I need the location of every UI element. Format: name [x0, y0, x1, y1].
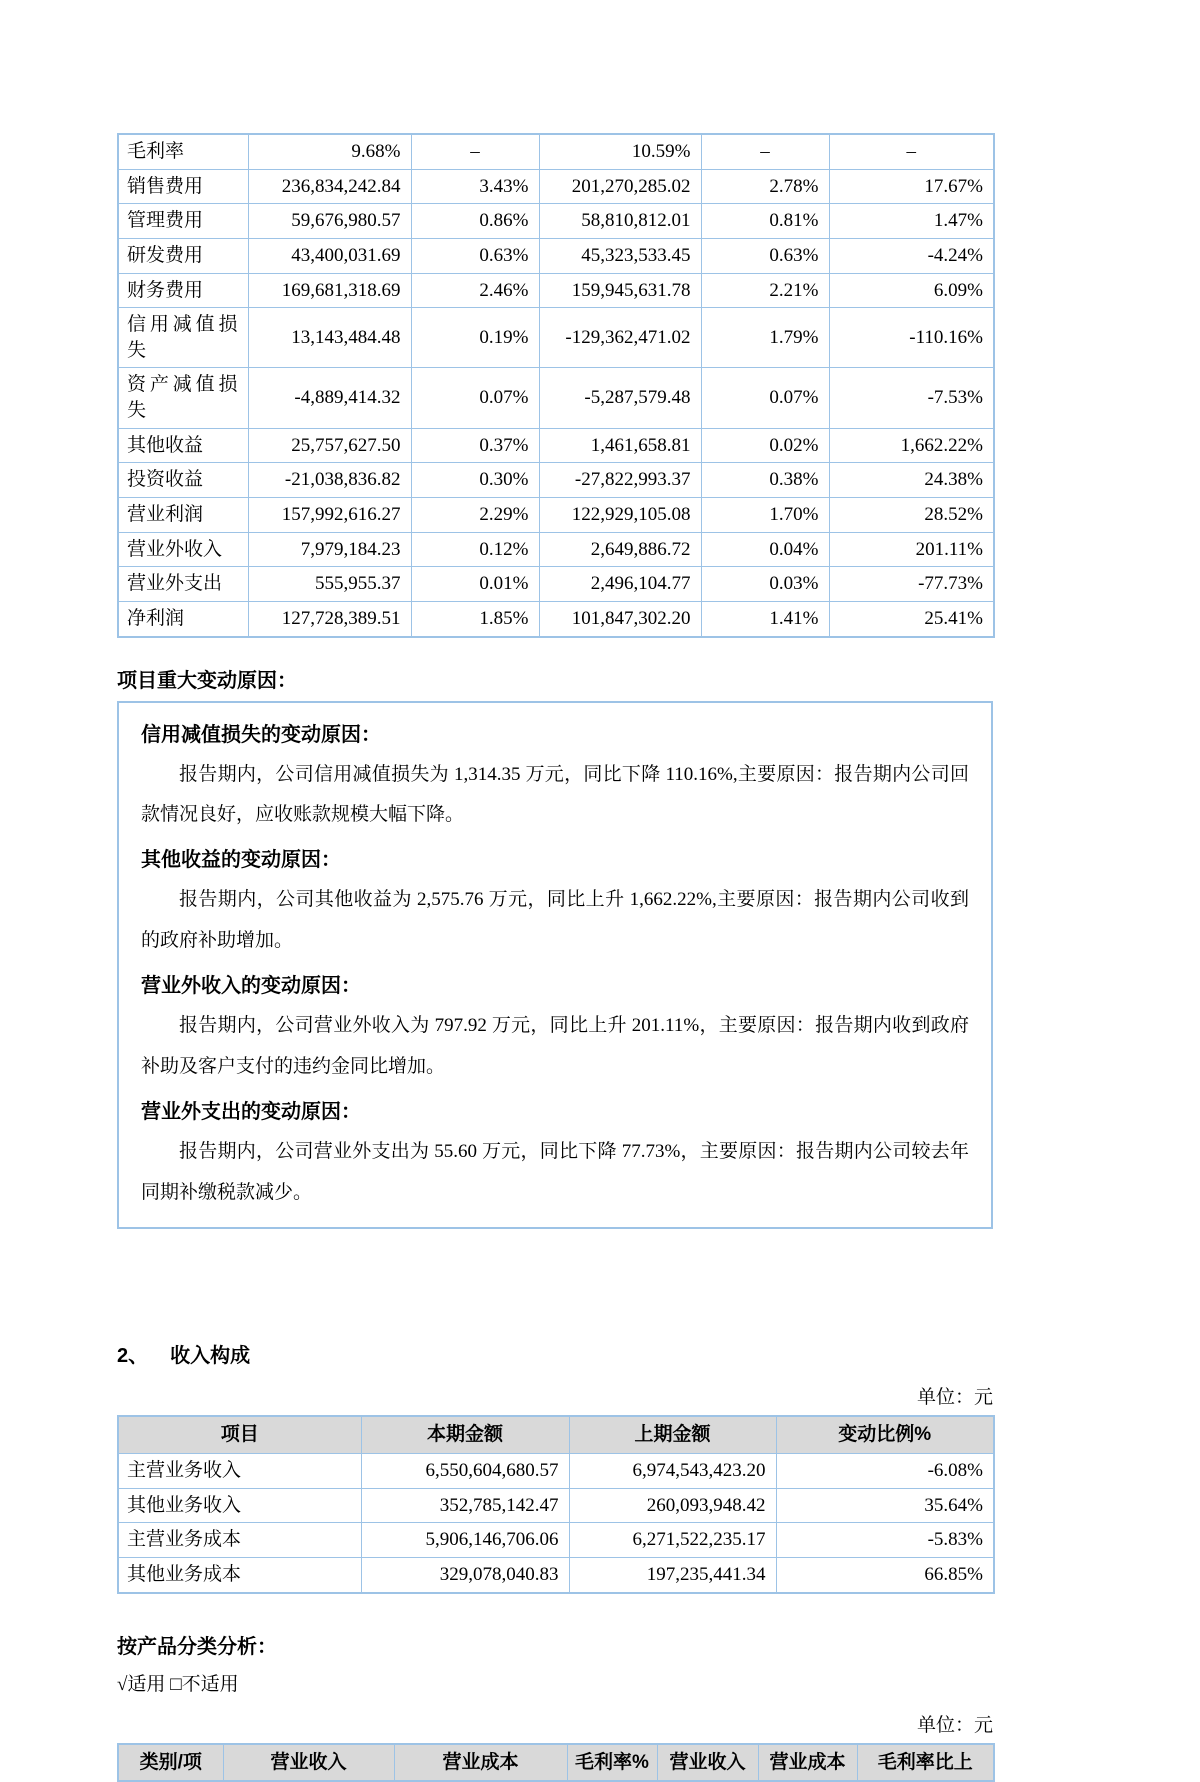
table-cell: -21,038,836.82 [248, 463, 411, 498]
page-content [117, 0, 993, 1782]
reason-paragraph: 报告期内，公司营业外收入为 797.92 万元，同比上升 201.11%，主要原因：报告期内收到政府补助及客户支付的违约金同比增加。 [141, 1014, 969, 1077]
table-cell: 127,728,389.51 [248, 601, 411, 636]
column-header: 营业收入 [657, 1744, 758, 1782]
table-row [118, 1454, 994, 1489]
table-header-row [118, 1744, 994, 1782]
table-cell: 销售费用 [118, 169, 248, 204]
table-cell: -77.73% [829, 567, 994, 602]
table-cell: 0.07% [701, 368, 829, 428]
table-row [118, 169, 994, 204]
table-cell: 2.29% [411, 498, 539, 533]
table-cell: 投资收益 [118, 463, 248, 498]
column-header: 类别/项 [118, 1744, 223, 1782]
table-cell: 197,235,441.34 [569, 1557, 776, 1592]
table-cell: -5.83% [776, 1523, 994, 1558]
revenue-table [117, 1415, 995, 1593]
table-cell: 1.85% [411, 601, 539, 636]
table-row [118, 463, 994, 498]
table-cell: 6,550,604,680.57 [361, 1454, 569, 1489]
table-cell: 0.63% [411, 238, 539, 273]
table-cell: 17.67% [829, 169, 994, 204]
table-cell: 13,143,484.48 [248, 308, 411, 368]
column-header: 项目 [118, 1416, 361, 1453]
table-cell: – [411, 134, 539, 169]
table-cell: 其他业务收入 [118, 1488, 361, 1523]
table-cell: 1.41% [701, 601, 829, 636]
table-cell: 6,271,522,235.17 [569, 1523, 776, 1558]
table-cell: 1,662.22% [829, 428, 994, 463]
table-cell: 净利润 [118, 601, 248, 636]
section-title-text: 收入构成 [170, 1345, 251, 1368]
column-header: 毛利率% [567, 1744, 657, 1782]
table-cell: 260,093,948.42 [569, 1488, 776, 1523]
financial-summary-table [117, 133, 995, 638]
table-row [118, 601, 994, 636]
unit-label: 单位：元 [916, 1387, 993, 1409]
table-cell: 0.04% [701, 532, 829, 567]
table-cell: 6.09% [829, 273, 994, 308]
table-cell: 资产减值损失 [118, 368, 248, 428]
table-cell: -110.16% [829, 308, 994, 368]
table-cell: 101,847,302.20 [539, 601, 701, 636]
table-cell: 7,979,184.23 [248, 532, 411, 567]
reason-paragraph: 报告期内，公司信用减值损失为 1,314.35 万元，同比下降 110.16%,主要原因：报告期内公司回款情况良好，应收账款规模大幅下降。 [141, 763, 969, 826]
table-cell: 24.38% [829, 463, 994, 498]
table-cell: -7.53% [829, 368, 994, 428]
table-cell: 2.46% [411, 273, 539, 308]
table-cell: 6,974,543,423.20 [569, 1454, 776, 1489]
table-cell: 1,461,658.81 [539, 428, 701, 463]
table-cell: 财务费用 [118, 273, 248, 308]
table-cell: -129,362,471.02 [539, 308, 701, 368]
table-cell: 35.64% [776, 1488, 994, 1523]
column-header: 营业收入 [223, 1744, 394, 1782]
table-row [118, 498, 994, 533]
table-cell: 236,834,242.84 [248, 169, 411, 204]
table-cell: 352,785,142.47 [361, 1488, 569, 1523]
table-cell: 其他业务成本 [118, 1557, 361, 1592]
table-cell: 2,496,104.77 [539, 567, 701, 602]
reasons-box [117, 701, 993, 1230]
table-row [118, 532, 994, 567]
table-cell: 0.30% [411, 463, 539, 498]
table-cell: 营业外收入 [118, 532, 248, 567]
table-cell: 0.38% [701, 463, 829, 498]
table-row [118, 428, 994, 463]
table-cell: 555,955.37 [248, 567, 411, 602]
reason-section-heading: 其他收益的变动原因： [141, 849, 341, 872]
table-row [118, 273, 994, 308]
reason-section-heading: 营业外支出的变动原因： [141, 1100, 361, 1123]
table-row [118, 238, 994, 273]
table-cell: 25.41% [829, 601, 994, 636]
table-cell: 169,681,318.69 [248, 273, 411, 308]
table-cell: 管理费用 [118, 204, 248, 239]
revenue-section-title [117, 1339, 993, 1368]
table-cell: – [829, 134, 994, 169]
table-row [118, 567, 994, 602]
table-cell: 28.52% [829, 498, 994, 533]
table-row [118, 308, 994, 368]
column-header: 本期金额 [361, 1416, 569, 1453]
product-table [117, 1743, 995, 1782]
reason-paragraph: 报告期内，公司其他收益为 2,575.76 万元，同比上升 1,662.22%,主要原因：报告期内公司收到的政府补助增加。 [141, 889, 969, 952]
table-cell: 主营业务收入 [118, 1454, 361, 1489]
table-cell: 0.86% [411, 204, 539, 239]
table-row [118, 1557, 994, 1592]
table-cell: 1.47% [829, 204, 994, 239]
table-cell: 2.78% [701, 169, 829, 204]
table-cell: 主营业务成本 [118, 1523, 361, 1558]
table-row [118, 134, 994, 169]
table-cell: 59,676,980.57 [248, 204, 411, 239]
table-cell: 2.21% [701, 273, 829, 308]
table-cell: 9.68% [248, 134, 411, 169]
table-cell: 其他收益 [118, 428, 248, 463]
table-cell: -4,889,414.32 [248, 368, 411, 428]
table-row [118, 368, 994, 428]
table-cell: 1.70% [701, 498, 829, 533]
table-cell: 159,945,631.78 [539, 273, 701, 308]
table-cell: 3.43% [411, 169, 539, 204]
table-cell: 0.02% [701, 428, 829, 463]
reason-section-heading: 信用减值损失的变动原因： [141, 723, 381, 746]
table-cell: 0.37% [411, 428, 539, 463]
table-cell: 5,906,146,706.06 [361, 1523, 569, 1558]
table-cell: -5,287,579.48 [539, 368, 701, 428]
column-header: 营业成本 [394, 1744, 567, 1782]
column-header: 变动比例% [776, 1416, 994, 1453]
table-cell: 25,757,627.50 [248, 428, 411, 463]
table-cell: 0.63% [701, 238, 829, 273]
table-cell: 0.12% [411, 532, 539, 567]
table-cell: 研发费用 [118, 238, 248, 273]
table-cell: 2,649,886.72 [539, 532, 701, 567]
table-cell: 58,810,812.01 [539, 204, 701, 239]
table-cell: 营业利润 [118, 498, 248, 533]
table-cell: 0.19% [411, 308, 539, 368]
table-cell: 毛利率 [118, 134, 248, 169]
table-cell: 营业外支出 [118, 567, 248, 602]
column-header: 毛利率比上 [857, 1744, 994, 1782]
table-row [118, 204, 994, 239]
table-cell: 66.85% [776, 1557, 994, 1592]
table-cell: 122,929,105.08 [539, 498, 701, 533]
table-cell: 43,400,031.69 [248, 238, 411, 273]
table-header-row [118, 1416, 994, 1453]
applicability-options: √适用 □不适用 [117, 1673, 239, 1695]
product-analysis-title: 按产品分类分析： [117, 1635, 277, 1658]
table-cell: 201,270,285.02 [539, 169, 701, 204]
table-cell: -27,822,993.37 [539, 463, 701, 498]
column-header: 营业成本 [758, 1744, 857, 1782]
table-cell: – [701, 134, 829, 169]
table-cell: -4.24% [829, 238, 994, 273]
top-margin [117, 0, 993, 133]
table-cell: 0.07% [411, 368, 539, 428]
reason-paragraph: 报告期内，公司营业外支出为 55.60 万元，同比下降 77.73%，主要原因：报告期内公司较去年同期补缴税款减少。 [141, 1140, 969, 1203]
table-cell: 157,992,616.27 [248, 498, 411, 533]
column-header: 上期金额 [569, 1416, 776, 1453]
table-cell: 0.01% [411, 567, 539, 602]
section-number: 2、 [117, 1345, 149, 1368]
table-cell: 1.79% [701, 308, 829, 368]
table-cell: 45,323,533.45 [539, 238, 701, 273]
table-cell: 201.11% [829, 532, 994, 567]
table-cell: 329,078,040.83 [361, 1557, 569, 1592]
reasons-title: 项目重大变动原因： [117, 669, 297, 692]
table-cell: 信用减值损失 [118, 308, 248, 368]
table-cell: 0.81% [701, 204, 829, 239]
table-cell: 10.59% [539, 134, 701, 169]
reason-section-heading: 营业外收入的变动原因： [141, 974, 361, 997]
table-cell: -6.08% [776, 1454, 994, 1489]
table-row [118, 1488, 994, 1523]
table-row [118, 1523, 994, 1558]
unit-label: 单位：元 [916, 1714, 993, 1736]
table-cell: 0.03% [701, 567, 829, 602]
